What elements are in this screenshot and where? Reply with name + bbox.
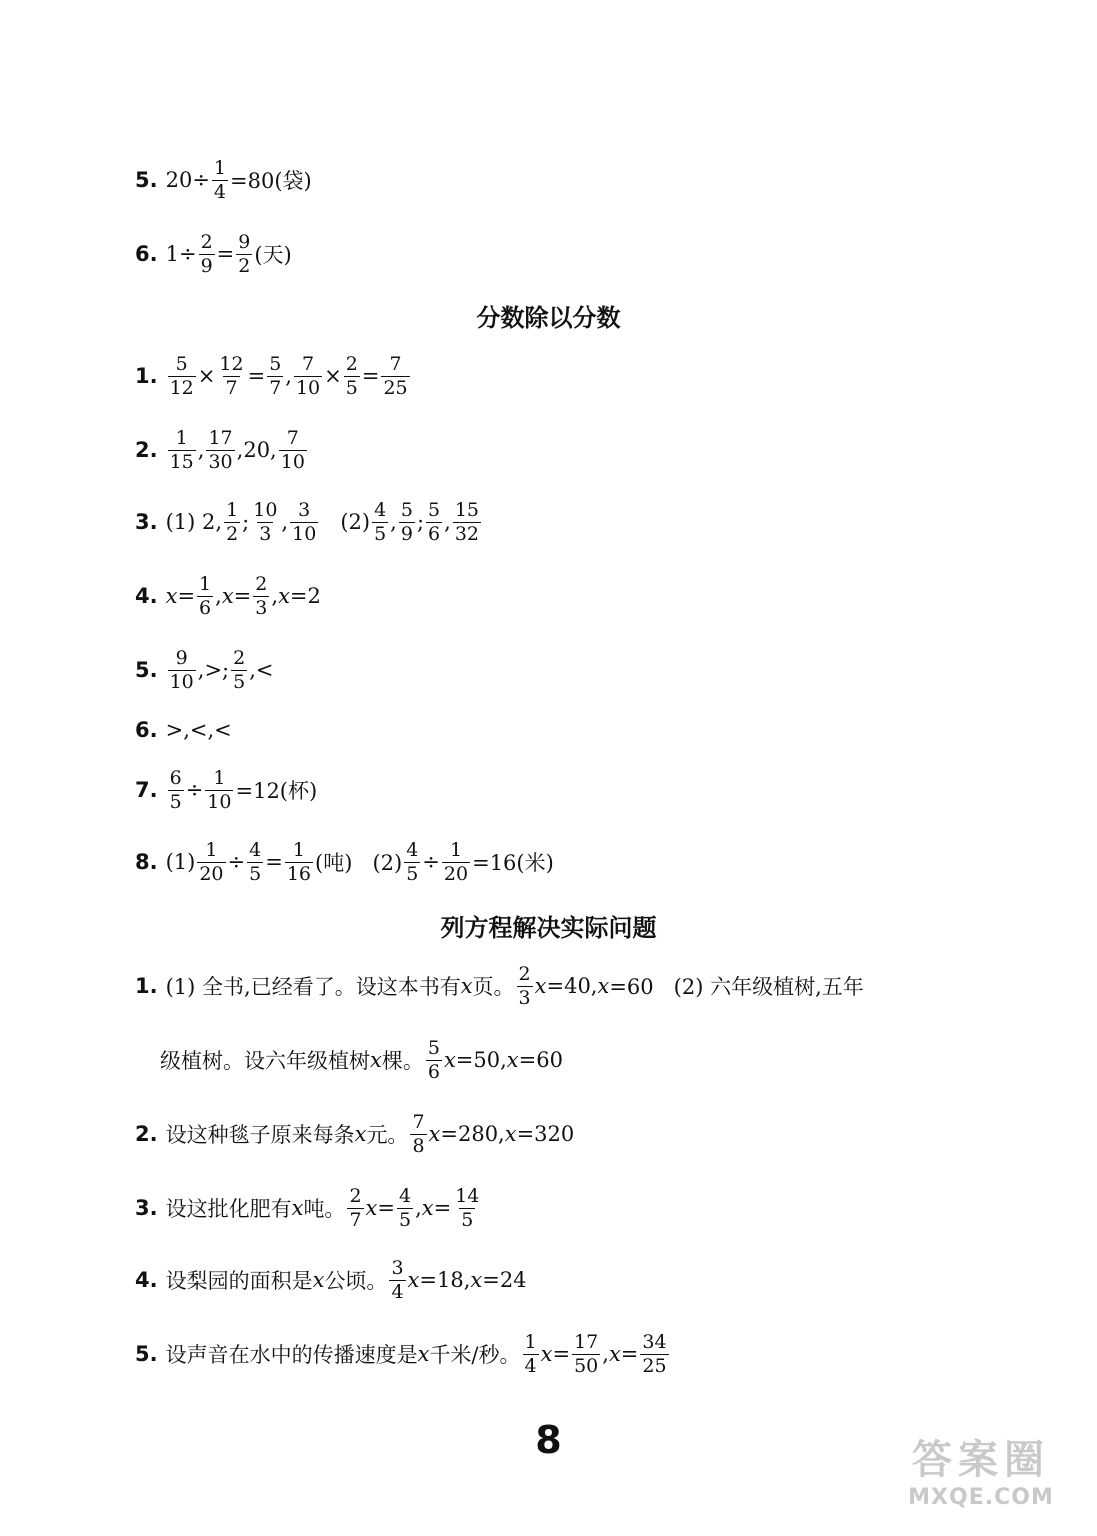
- item-number: 8.: [135, 850, 158, 874]
- numerator: 15: [454, 498, 479, 521]
- answer-text: (1) 全书,已经看了。设这本书有: [165, 975, 461, 999]
- denominator: 2: [238, 254, 251, 277]
- answer-text: ×: [324, 364, 342, 388]
- answer-text: x: [407, 1268, 420, 1292]
- fraction: [453, 498, 481, 545]
- answer-text: ×: [197, 364, 216, 388]
- item-number: 6.: [135, 242, 158, 266]
- answer-text: ,20,: [236, 438, 277, 462]
- answer-text: =: [433, 1196, 452, 1220]
- numerator: 5: [175, 352, 188, 375]
- denominator: 20: [443, 862, 469, 885]
- answer-text: =50,: [455, 1048, 507, 1072]
- numerator: 17: [574, 1330, 599, 1353]
- item-number: 5.: [135, 658, 158, 682]
- answer-line: [135, 1324, 671, 1384]
- numerator: 3: [298, 498, 311, 521]
- answer-line-continued: [160, 1030, 563, 1090]
- denominator: 6: [199, 596, 212, 619]
- denominator: 12: [169, 376, 194, 399]
- answer-text: x: [506, 1048, 519, 1072]
- answer-text: >,<,<: [165, 718, 232, 742]
- denominator: 5: [249, 862, 262, 885]
- answer-text: =: [361, 364, 380, 388]
- page-number: 8: [535, 1418, 562, 1462]
- numerator: 7: [302, 352, 315, 375]
- denominator: 16: [286, 862, 312, 885]
- item-number: 1.: [135, 364, 158, 388]
- fraction: [344, 352, 360, 399]
- numerator: 2: [345, 352, 358, 375]
- numerator: 1: [175, 426, 188, 449]
- answer-text: 页。: [472, 975, 515, 999]
- numerator: 4: [249, 838, 262, 861]
- denominator: 5: [461, 1208, 474, 1231]
- watermark-logo: 答案圈 MXQE.COM: [908, 1437, 1054, 1510]
- fraction: [389, 1256, 405, 1303]
- numerator: 7: [389, 352, 402, 375]
- item-number: 3.: [135, 510, 158, 534]
- fraction: [205, 766, 233, 813]
- answer-text: ,<: [249, 658, 274, 682]
- answer-text: =12(杯): [235, 779, 318, 803]
- answer-text: ,: [285, 364, 292, 388]
- numerator: 34: [642, 1330, 667, 1353]
- numerator: 2: [518, 962, 531, 985]
- fraction: [426, 498, 442, 545]
- answer-text: (1): [165, 850, 196, 874]
- denominator: 4: [391, 1280, 404, 1303]
- answer-text: x: [370, 1048, 382, 1072]
- answer-text: =16(米): [472, 851, 554, 875]
- answer-text: x: [291, 1196, 304, 1220]
- numerator: 1: [213, 766, 226, 789]
- answer-line: [135, 1104, 574, 1164]
- denominator: 5: [406, 862, 419, 885]
- fraction: [347, 1184, 363, 1231]
- answer-text: x: [221, 584, 234, 608]
- answer-line: [135, 700, 232, 760]
- answer-text: x: [597, 974, 610, 998]
- fraction: [453, 1184, 481, 1231]
- item-number: 1.: [135, 974, 158, 998]
- answer-text: ,: [444, 510, 451, 534]
- answer-text: 棵。: [381, 1049, 424, 1073]
- numerator: 14: [455, 1184, 480, 1207]
- answer-text: 吨。: [303, 1197, 346, 1221]
- denominator: 5: [374, 522, 387, 545]
- answer-text: ÷: [227, 850, 246, 874]
- denominator: 4: [524, 1354, 537, 1377]
- denominator: 32: [454, 522, 479, 545]
- answer-text: 20÷: [165, 168, 210, 192]
- numerator: 1: [292, 838, 305, 861]
- answer-line: [135, 1250, 527, 1310]
- answer-text: x: [278, 584, 290, 608]
- answer-text: ÷: [422, 850, 440, 874]
- answer-line: [135, 640, 274, 700]
- answer-text: 设这种毯子原来每条: [165, 1123, 355, 1147]
- answer-line: [135, 420, 309, 480]
- fraction: [572, 1330, 600, 1377]
- item-number: 7.: [135, 778, 158, 802]
- answer-line: [135, 760, 317, 820]
- numerator: 5: [428, 498, 441, 521]
- numerator: 1: [205, 838, 218, 861]
- fraction: [206, 426, 234, 473]
- denominator: 6: [428, 522, 441, 545]
- numerator: 1: [199, 572, 212, 595]
- answer-text: ÷: [185, 778, 204, 802]
- numerator: 5: [427, 1036, 440, 1059]
- numerator: 1: [226, 498, 239, 521]
- answer-text: =40,: [546, 974, 598, 998]
- item-number: 2.: [135, 1122, 158, 1146]
- fraction: [236, 230, 252, 277]
- fraction: [217, 352, 245, 399]
- denominator: 9: [400, 522, 413, 545]
- fraction: [168, 766, 184, 813]
- denominator: 5: [345, 376, 358, 399]
- answer-line: [135, 956, 864, 1016]
- fraction: [397, 1184, 413, 1231]
- denominator: 5: [398, 1208, 412, 1231]
- fraction: [231, 646, 247, 693]
- fraction: [279, 426, 307, 473]
- denominator: 3: [259, 522, 272, 545]
- denominator: 10: [295, 376, 321, 399]
- numerator: 7: [286, 426, 299, 449]
- denominator: 50: [574, 1354, 599, 1377]
- fraction: [372, 498, 388, 545]
- denominator: 7: [349, 1208, 362, 1231]
- answer-text: ,: [281, 510, 289, 534]
- answer-text: x: [534, 974, 547, 998]
- answer-text: (吨) (2): [315, 851, 403, 875]
- item-number: 4.: [135, 1268, 158, 1292]
- answer-text: ;: [242, 510, 250, 534]
- numerator: 2: [255, 572, 268, 595]
- answer-text: 元。: [366, 1123, 409, 1147]
- answer-text: x: [312, 1268, 325, 1292]
- denominator: 3: [518, 986, 531, 1009]
- answer-text: =18,: [419, 1268, 471, 1292]
- answer-text: =80(袋): [230, 169, 312, 193]
- fraction: [168, 352, 196, 399]
- fraction: [404, 838, 420, 885]
- answer-text: =24: [482, 1268, 527, 1292]
- denominator: 30: [208, 450, 233, 473]
- numerator: 10: [253, 498, 278, 521]
- numerator: 4: [398, 1184, 412, 1207]
- fraction: [267, 352, 283, 399]
- denominator: 9: [200, 254, 213, 277]
- numerator: 7: [412, 1110, 425, 1133]
- answer-text: ,: [390, 510, 397, 534]
- denominator: 20: [199, 862, 224, 885]
- item-number: 4.: [135, 584, 158, 608]
- answer-text: x: [460, 974, 473, 998]
- answer-text: =60: [518, 1048, 563, 1072]
- denominator: 15: [169, 450, 194, 473]
- denominator: 10: [292, 522, 317, 545]
- numerator: 4: [406, 838, 419, 861]
- answer-text: =: [620, 1342, 639, 1366]
- answer-line: [135, 492, 483, 552]
- denominator: 5: [233, 670, 246, 693]
- fraction: [168, 426, 196, 473]
- denominator: 10: [280, 450, 305, 473]
- answer-text: ,>;: [197, 658, 230, 682]
- answer-text: x: [165, 584, 178, 608]
- answer-text: ,: [215, 584, 222, 608]
- answer-text: x: [354, 1122, 367, 1146]
- numerator: 4: [374, 498, 387, 521]
- answer-text: ;: [416, 510, 425, 534]
- answer-text: x: [540, 1342, 553, 1366]
- denominator: 5: [169, 790, 182, 813]
- answer-text: =: [552, 1342, 571, 1366]
- answer-text: (1) 2,: [165, 510, 223, 534]
- denominator: 6: [427, 1060, 440, 1083]
- answer-line: [135, 832, 554, 892]
- answer-text: =: [247, 364, 266, 388]
- answer-text: ,: [197, 438, 205, 462]
- answer-text: ,: [271, 584, 279, 608]
- item-number: 6.: [135, 718, 158, 742]
- numerator: 9: [238, 230, 251, 253]
- fraction: [168, 646, 196, 693]
- fraction: [399, 498, 415, 545]
- answer-text: x: [443, 1048, 456, 1072]
- answer-text: x: [417, 1342, 430, 1366]
- numerator: 1: [449, 838, 463, 861]
- item-number: 3.: [135, 1196, 158, 1220]
- answer-text: =60 (2) 六年级植树,五年: [609, 975, 864, 999]
- answer-text: =2: [289, 584, 321, 608]
- answer-text: =: [265, 850, 283, 874]
- answer-text: (2): [320, 510, 371, 534]
- numerator: 17: [208, 426, 233, 449]
- answer-text: 设这批化肥有: [165, 1197, 292, 1221]
- fraction: [426, 1036, 442, 1083]
- item-number: 5.: [135, 168, 158, 192]
- fraction: [285, 838, 313, 885]
- fraction: [251, 498, 279, 545]
- fraction: [517, 962, 533, 1009]
- numerator: 6: [169, 766, 182, 789]
- answer-line: [135, 346, 412, 406]
- answer-text: (天): [254, 243, 292, 267]
- answer-text: x: [428, 1122, 441, 1146]
- answer-text: ,: [602, 1342, 609, 1366]
- fraction: [197, 838, 225, 885]
- numerator: 5: [269, 352, 282, 375]
- answer-text: 公顷。: [324, 1269, 388, 1293]
- answer-text: =280,: [440, 1122, 505, 1146]
- denominator: 7: [225, 376, 238, 399]
- answer-text: 级植树。设六年级植树: [160, 1049, 370, 1073]
- section-title: 列方程解决实际问题: [440, 914, 657, 942]
- answer-line: [135, 150, 312, 210]
- denominator: 25: [642, 1354, 667, 1377]
- answer-text: =: [377, 1196, 395, 1220]
- answer-text: 设声音在水中的传播速度是: [165, 1343, 418, 1367]
- answer-text: 1÷: [165, 242, 197, 266]
- numerator: 2: [349, 1184, 362, 1207]
- numerator: 9: [175, 646, 188, 669]
- denominator: 8: [412, 1134, 425, 1157]
- answer-text: =320: [516, 1122, 575, 1146]
- numerator: 12: [219, 352, 244, 375]
- answer-text: x: [470, 1268, 483, 1292]
- denominator: 25: [383, 376, 408, 399]
- numerator: 5: [400, 498, 413, 521]
- fraction: [290, 498, 318, 545]
- numerator: 2: [233, 646, 246, 669]
- numerator: 2: [200, 230, 213, 253]
- answer-text: ,: [415, 1196, 422, 1220]
- answer-text: =: [233, 584, 252, 608]
- fraction: [212, 156, 228, 203]
- answer-text: =: [216, 242, 235, 266]
- fraction: [294, 352, 322, 399]
- answer-text: x: [365, 1196, 378, 1220]
- section-title: 分数除以分数: [476, 304, 621, 332]
- fraction: [224, 498, 240, 545]
- item-number: 2.: [135, 438, 158, 462]
- answer-line: [135, 566, 321, 626]
- answer-text: 设梨园的面积是: [165, 1269, 313, 1293]
- numerator: 1: [213, 156, 227, 179]
- fraction: [523, 1330, 539, 1377]
- fraction: [247, 838, 263, 885]
- denominator: 7: [269, 376, 282, 399]
- fraction: [199, 230, 215, 277]
- denominator: 3: [255, 596, 268, 619]
- fraction: [410, 1110, 426, 1157]
- answer-text: =: [177, 584, 196, 608]
- answer-text: x: [421, 1196, 434, 1220]
- denominator: 4: [213, 180, 227, 203]
- fraction: [640, 1330, 668, 1377]
- answer-line: [135, 1178, 483, 1238]
- numerator: 3: [391, 1256, 404, 1279]
- fraction: [381, 352, 409, 399]
- fraction: [442, 838, 470, 885]
- denominator: 2: [226, 522, 239, 545]
- answer-text: x: [504, 1122, 517, 1146]
- numerator: 1: [524, 1330, 537, 1353]
- item-number: 5.: [135, 1342, 158, 1366]
- fraction: [253, 572, 269, 619]
- denominator: 10: [169, 670, 194, 693]
- fraction: [197, 572, 213, 619]
- answer-text: x: [608, 1342, 621, 1366]
- answer-text: 千米/秒。: [429, 1343, 521, 1367]
- denominator: 10: [207, 790, 232, 813]
- answer-line: [135, 224, 292, 284]
